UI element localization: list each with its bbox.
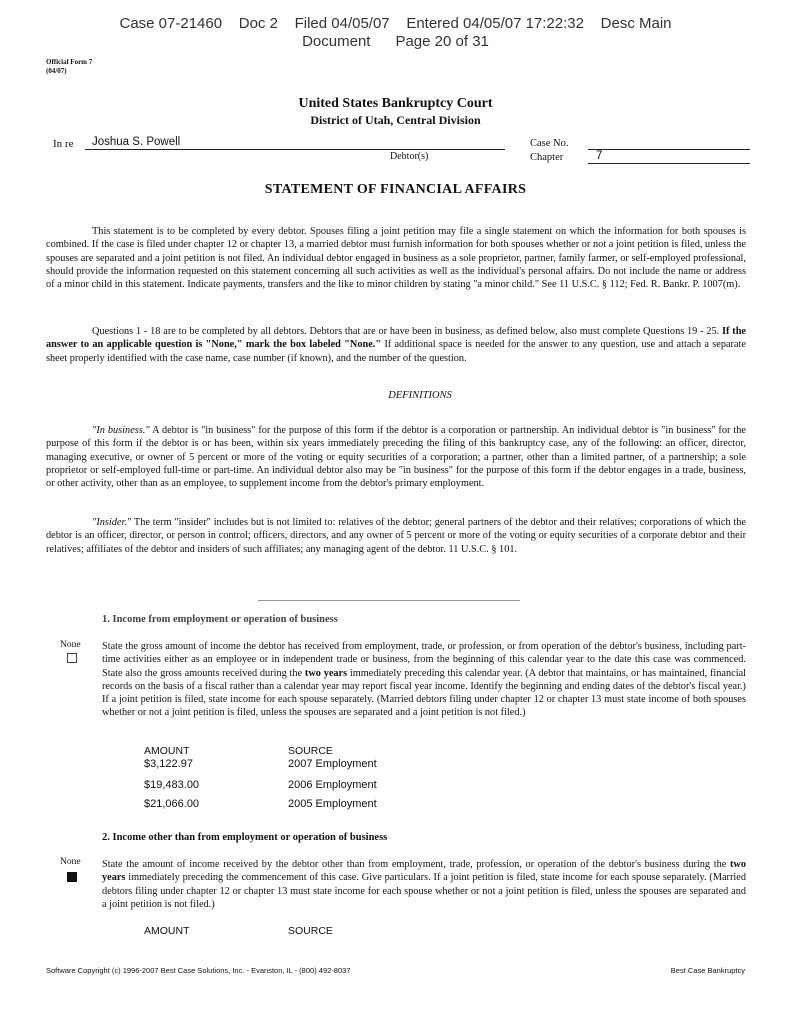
debtor-name-underline (85, 149, 505, 150)
question-1-col-amount: AMOUNT (144, 745, 190, 757)
intro-text-2a: Questions 1 - 18 are to be completed by all debtors. Debtors that are or have been in business, as defined below, also must complete Questions 19 - 25. (92, 326, 723, 337)
in-re-label: In re (53, 138, 74, 150)
form-identifier (46, 58, 92, 76)
filing-stamp-line2: Document Page 20 of 31 (302, 33, 489, 50)
question-2-title: 2. Income other than from employment or operation of business (102, 832, 388, 843)
definition-in-business (46, 424, 746, 490)
definition-insider (46, 516, 746, 556)
question-2-text-bold: two years (102, 859, 746, 884)
chapter-underline (588, 163, 750, 164)
question-2-text-b: immediately preceding the commencement of this case. Give particulars. If a joint petition is filed, state income for each spouse separately. (Married debtors filing under chapter 12 or chapter 13 must state income for each spouse whether or not a joint petition is filed, unless the spouses are separated and a joint petition is not filed.) (102, 872, 746, 910)
definition-in-business-term: "In business." (92, 425, 150, 436)
question-2-text-a: State the amount of income received by the debtor other than from employment, trade, profession, or operation of the debtor's business during the (102, 859, 730, 870)
intro-text-2-bold: If the answer to an applicable question is "None," mark the box labeled "None." (46, 326, 746, 351)
intro-paragraph-1 (46, 225, 746, 291)
income-row-3-source: 2005 Employment (288, 798, 377, 810)
footer-brand: Best Case Bankruptcy (670, 966, 745, 975)
filing-stamp-line1: Case 07-21460 Doc 2 Filed 04/05/07 Entered 04/05/07 17:22:32 Desc Main (119, 15, 672, 32)
footer-copyright: Software Copyright (c) 1996-2007 Best Case Solutions, Inc. - Evanston, IL - (800) 492-8037 (46, 966, 351, 975)
question-1-instructions (102, 640, 746, 720)
section-divider (258, 600, 520, 601)
intro-text-1: This statement is to be completed by every debtor. Spouses filing a joint petition may file a single statement on which the information for both spouses is combined. If the case is filed under chapter 12 or chapter 13, a married debtor must furnish information for both spouses whether or not a joint petition is filed, unless the spouses are separated and a joint petition is not filed. An individual debtor engaged in business as a sole proprietor, partner, family farmer, or self-employed professional, should provide the information requested on this statement concerning all such activities as well as the individual's personal affairs. Do not include the name or address of a minor child in this statement. Indicate payments, transfers and the like to minor children by stating "a minor child." See 11 U.S.C. § 112; Fed. R. Bankr. P. 1007(m). (46, 226, 746, 291)
definition-insider-term: "Insider." (92, 517, 132, 528)
question-1-none-label: None (60, 640, 81, 650)
income-row-2-source: 2006 Employment (288, 779, 377, 791)
case-no-label: Case No. (530, 138, 569, 149)
chapter-label: Chapter (530, 152, 564, 163)
chapter-value: 7 (596, 150, 603, 162)
definitions-heading: DEFINITIONS (388, 390, 452, 401)
intro-text-2b: If additional space is needed for the answer to any question, use and attach a separate sheet properly identified with the case name, case number (if known), and the number of the question. (46, 339, 746, 364)
question-2-none-checkbox[interactable] (67, 872, 77, 882)
question-2-col-amount: AMOUNT (144, 925, 190, 937)
definition-in-business-text: A debtor is "in business" for the purpose of this form if the debtor is a corporation or partnership. An individual debtor is "in business" for the purpose of this form if the debtor is or has been, within six years immediately preceding the filing of this bankruptcy case, any of the following: an officer, director, managing executive, or owner of 5 percent or more of the voting or equity securities of a corporation; a partner, other than a limited partner, of a partnership; a sole proprietor or self-employed full-time or part-time. An individual debtor also may be "in business" for the purpose of this form if the debtor engages in a trade, business, or other activity, other than as an employee, to supplement income from the debtor's primary employment. (46, 425, 746, 490)
question-1-text-b: immediately preceding this calendar year. (A debtor that maintains, or has maintained, financial records on the basis of a fiscal rather than a calendar year may report fiscal year income. Identify the beginning and ending dates of the debtor's fiscal year.) If a joint petition is filed, state income for each spouse separately. (Married debtors filing under chapter 12 or chapter 13 must state income of both spouses whether or not a joint petition is filed, unless the spouses are separated and a joint petition is not filed.) (102, 667, 747, 719)
form-date: (04/07) (46, 67, 67, 75)
income-row-1-source: 2007 Employment (288, 758, 377, 770)
form-number: Official Form 7 (46, 58, 93, 66)
question-2-col-source: SOURCE (288, 925, 333, 937)
question-1-none-checkbox[interactable] (67, 653, 77, 663)
court-district: District of Utah, Central Division (310, 113, 481, 127)
question-1-col-source: SOURCE (288, 745, 333, 757)
intro-paragraph-2 (46, 325, 746, 365)
debtor-name: Joshua S. Powell (92, 136, 181, 148)
question-1-text-bold: two years (304, 667, 348, 679)
statement-title: STATEMENT OF FINANCIAL AFFAIRS (264, 182, 527, 197)
court-name: United States Bankruptcy Court (298, 96, 493, 111)
debtor-label: Debtor(s) (390, 151, 429, 162)
income-row-3-amount: $21,066.00 (144, 798, 200, 810)
question-1-title: 1. Income from employment or operation of business (102, 614, 338, 625)
question-2-instructions (102, 858, 746, 911)
income-row-2-amount: $19,483.00 (144, 779, 200, 791)
question-1-text-a: State the gross amount of income the debtor has received from employment, trade, or profession, or from operation of the debtor's business, including part-time activities either as an employee or in independent trade or business, from the beginning of this calendar year to the date this case was commenced. State also the gross amounts received during the (102, 641, 746, 679)
question-2-none-label: None (60, 857, 81, 867)
definition-insider-text: The term "insider" includes but is not limited to: relatives of the debtor; general partners of the debtor and their relatives; corporations of which the debtor is an officer, director, or person in control; officers, directors, and any owner of 5 percent or more of the voting or equity securities of a corporate debtor and their relatives; affiliates of the debtor and insiders of such affiliates; any managing agent of the debtor. 11 U.S.C. § 101. (46, 517, 746, 555)
case-no-underline (588, 149, 750, 150)
filing-stamp-header (0, 15, 791, 51)
income-row-1-amount: $3,122.97 (144, 758, 193, 770)
